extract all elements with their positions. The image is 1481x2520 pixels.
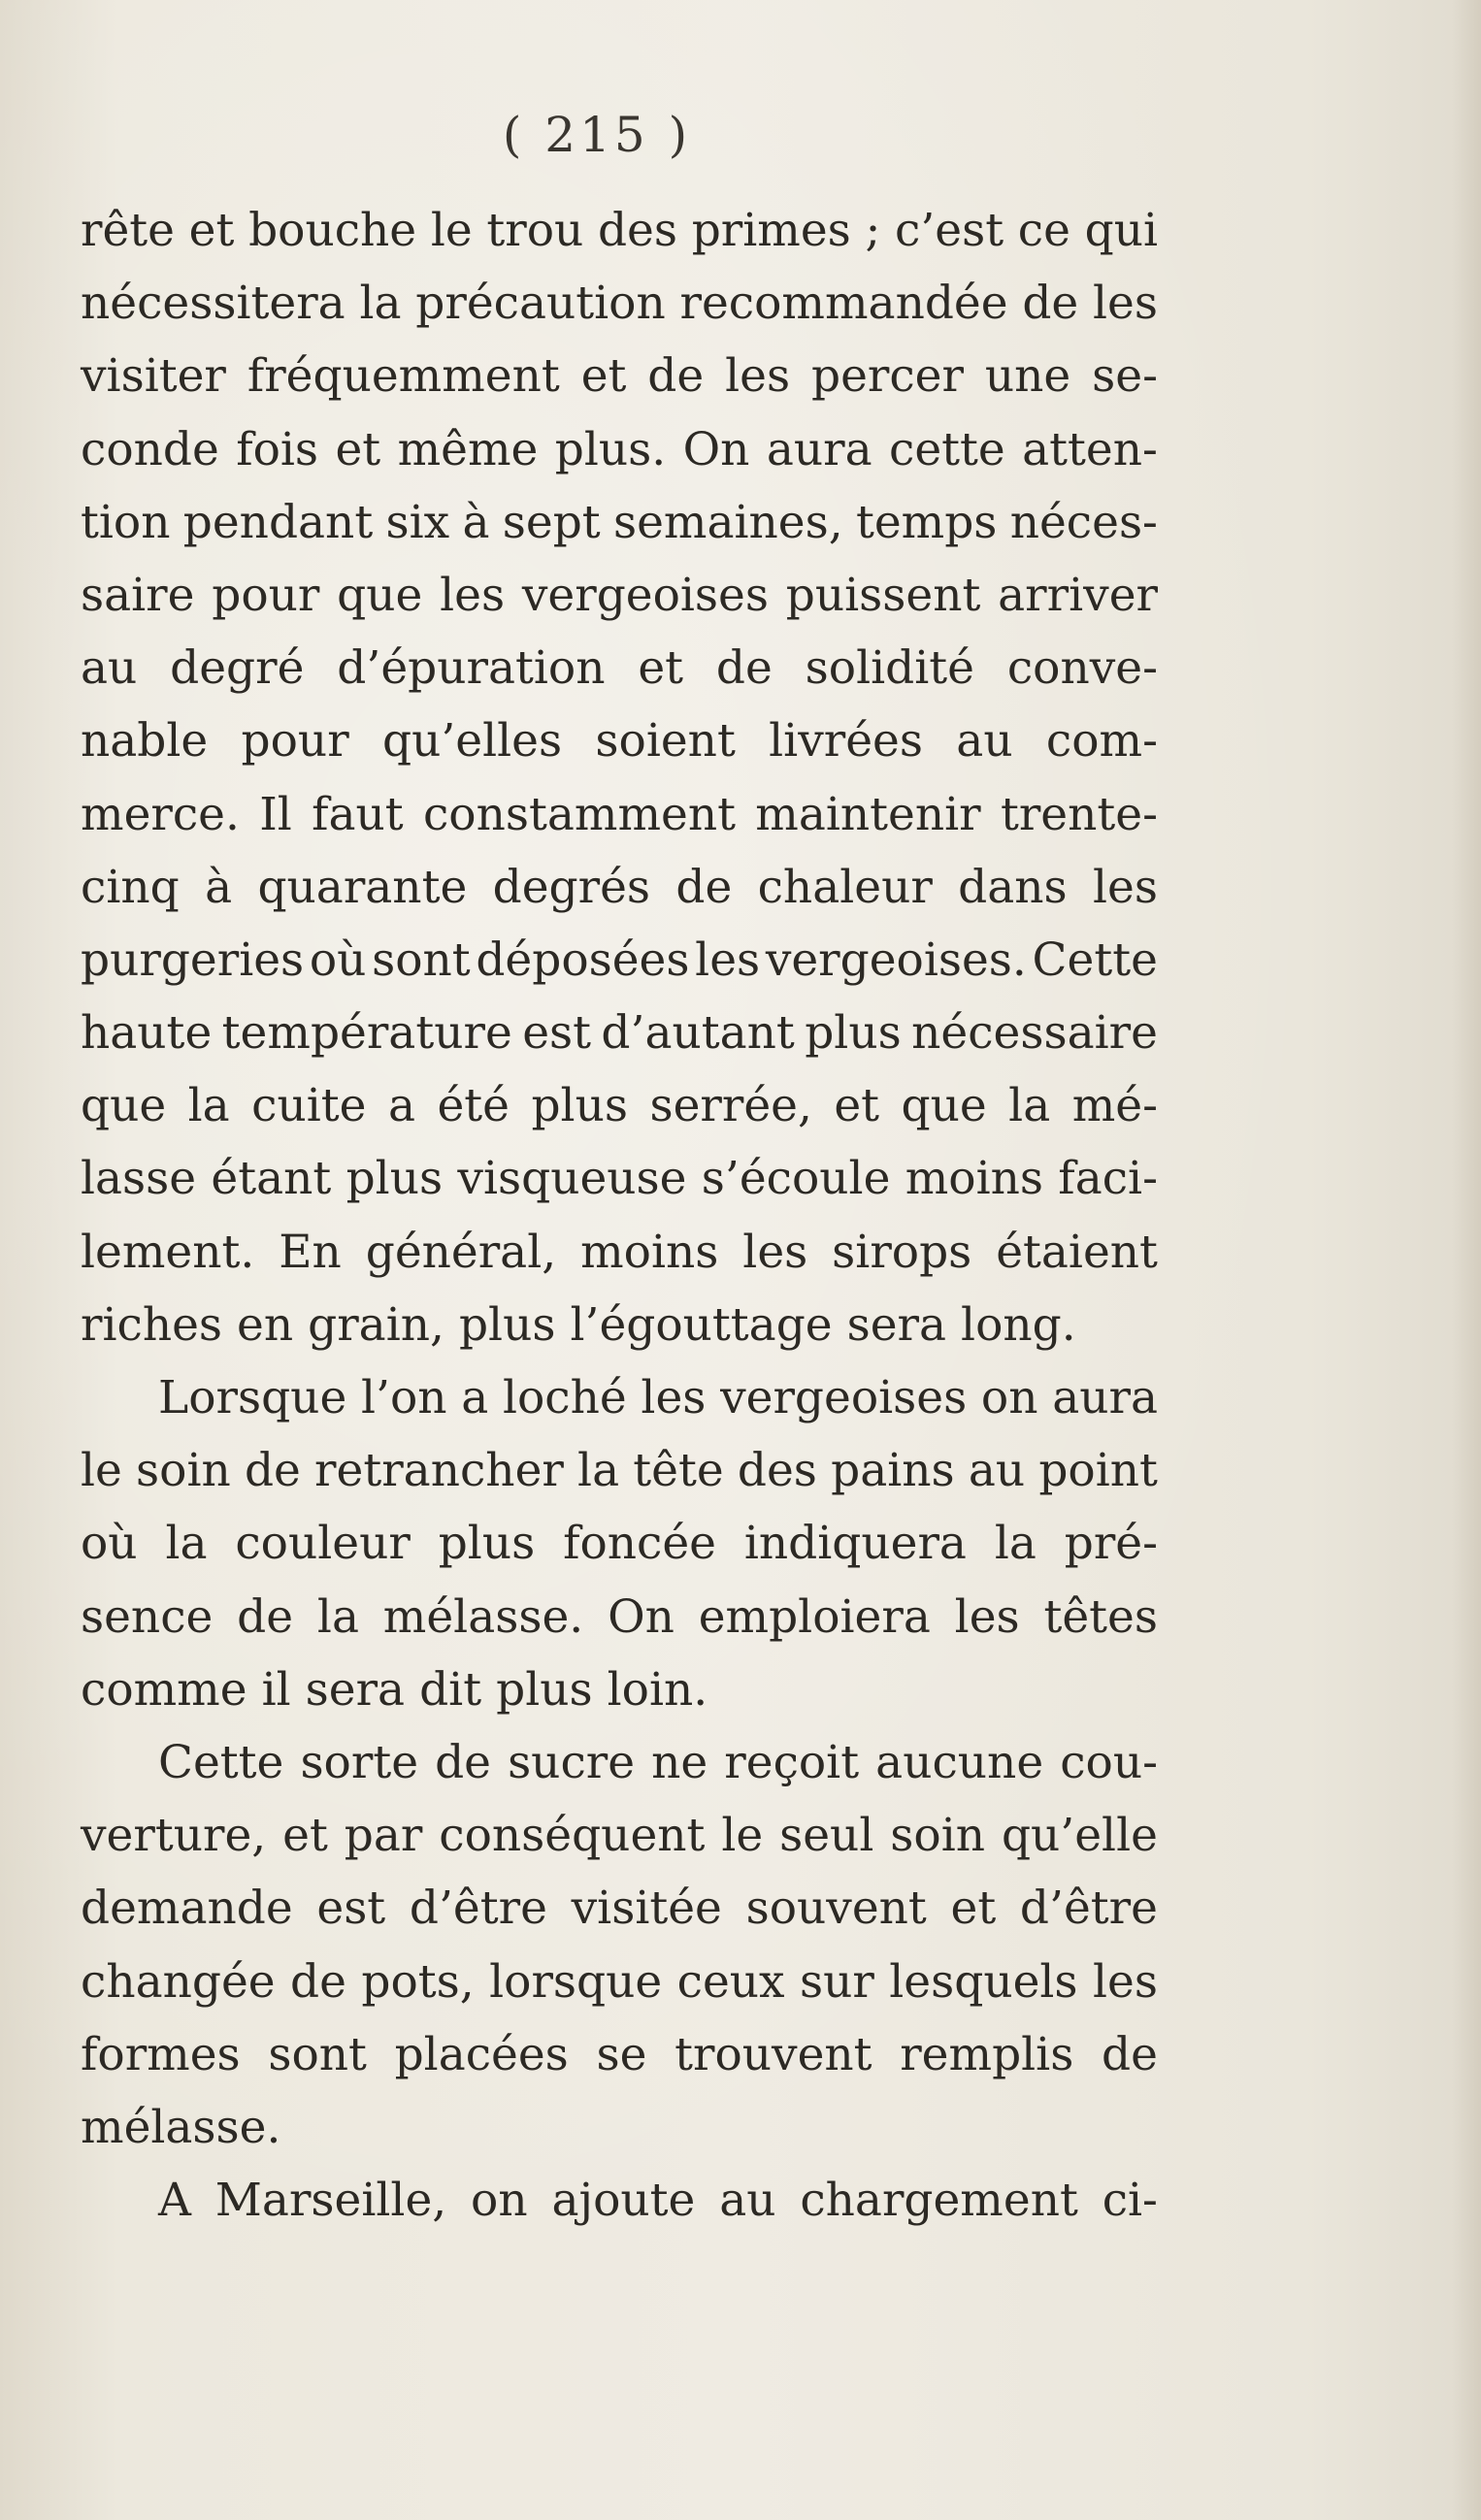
page-edge-shadow [1452, 0, 1481, 2520]
page-number: ( 215 ) [502, 107, 692, 163]
text-line: purgeries où sont déposées les vergeoises. Cette [81, 933, 1158, 987]
text-line: Lorsque l’on a loché les vergeoises on aura [158, 1371, 1158, 1424]
text-line: cinq à quarante degrés de chaleur dans les [81, 860, 1158, 914]
text-line: lasse étant plus visqueuse s’écoule moins faci- [81, 1152, 1158, 1206]
text-line: A Marseille, on ajoute au chargement ci- [158, 2174, 1158, 2228]
text-line: visiter fréquemment et de les percer une se- [81, 349, 1158, 404]
text-line: formes sont placées se trouvent remplis de [81, 2027, 1158, 2081]
text-line: nécessitera la précaution recommandée de les [81, 277, 1158, 331]
body-text [81, 194, 1158, 2237]
text-line: sence de la mélasse. On emploiera les têtes [81, 1589, 1158, 1644]
text-line: rête et bouche le trou des primes ; c’est ce qui [81, 204, 1158, 257]
text-line: haute température est d’autant plus nécessaire [81, 1006, 1158, 1061]
text-line: Cette sorte de sucre ne reçoit aucune cou- [158, 1735, 1158, 1789]
text-line: où la couleur plus foncée indiquera la pré- [81, 1517, 1158, 1571]
text-line: verture, et par conséquent le seul soin qu’elle [81, 1809, 1158, 1863]
text-line: mélasse. [81, 2100, 281, 2154]
text-line: tion pendant six à sept semaines, temps néces- [81, 495, 1158, 549]
text-line: riches en grain, plus l’égouttage sera long. [81, 1297, 1076, 1352]
text-line: nable pour qu’elles soient livrées au com- [81, 714, 1158, 769]
text-line: comme il sera dit plus loin. [81, 1662, 708, 1717]
text-line: au degré d’épuration et de solidité conve- [81, 641, 1158, 696]
text-line: demande est d’être visitée souvent et d’être [81, 1882, 1158, 1936]
text-line: conde fois et même plus. On aura cette atten- [81, 422, 1158, 476]
text-line: changée de pots, lorsque ceux sur lesquels les [81, 1954, 1158, 2009]
text-line: le soin de retrancher la tête des pains au point [81, 1444, 1158, 1498]
text-line: que la cuite a été plus serrée, et que la mé- [81, 1079, 1158, 1133]
text-line: saire pour que les vergeoises puissent arriver [81, 568, 1158, 622]
text-line: merce. Il faut constamment maintenir trente- [81, 787, 1158, 841]
text-line: lement. En général, moins les sirops étaient [81, 1225, 1158, 1279]
